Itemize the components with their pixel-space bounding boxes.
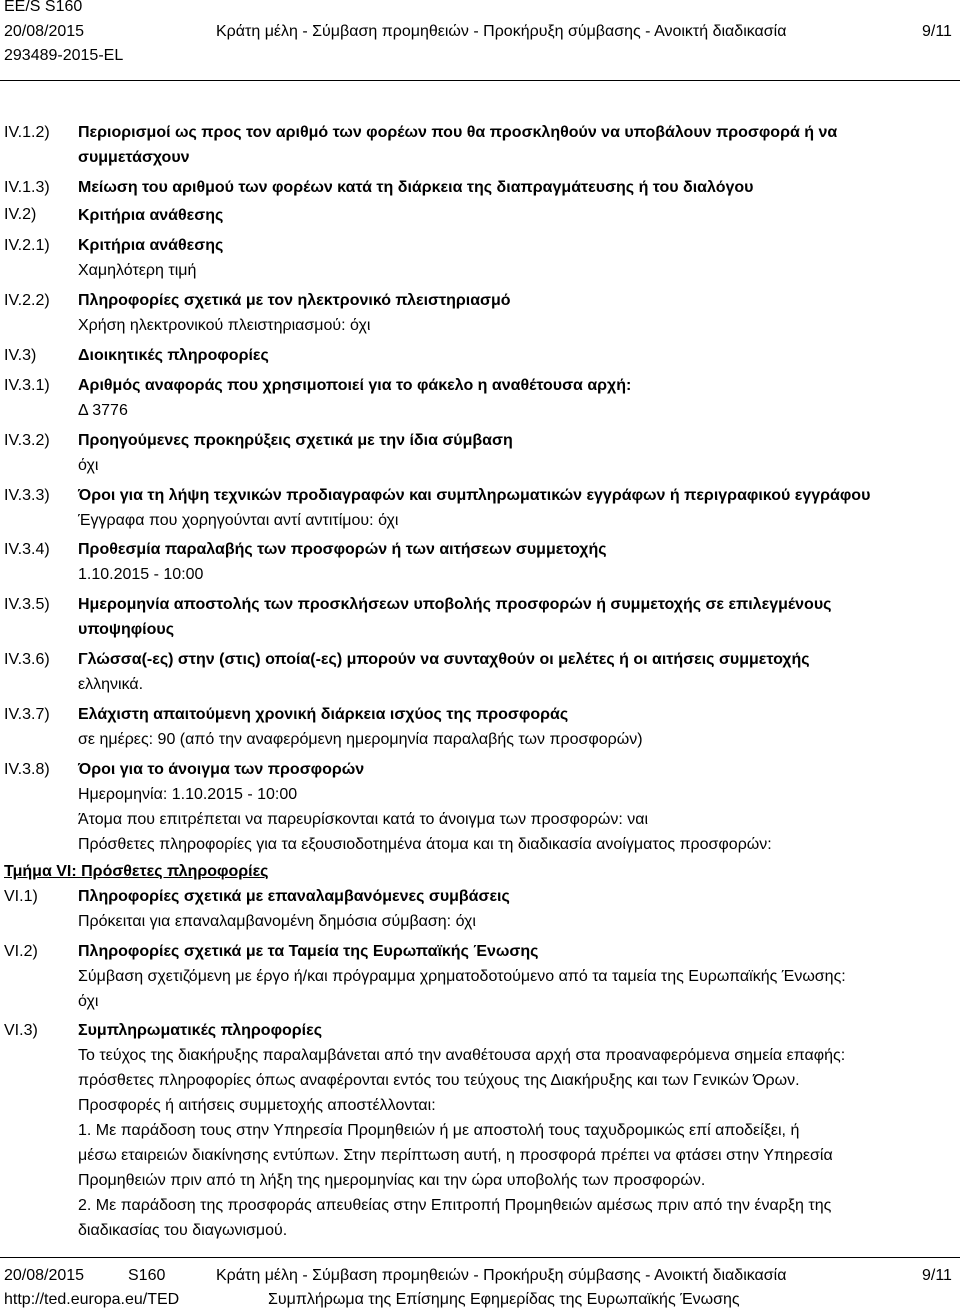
section-block: Πληροφορίες σχετικά με επαναλαμβανόμενες συμβάσεις Πρόκειται για επαναλαμβανομένη δημόσια σύμβαση: όχι — [78, 888, 510, 930]
section-number: VI.1) — [4, 888, 38, 905]
footer-rule — [0, 1257, 960, 1258]
header-title: Κράτη μέλη - Σύμβαση προμηθειών - Προκήρυξη σύμβασης - Ανοικτή διαδικασία — [216, 23, 787, 40]
section-block: Αριθμός αναφοράς που χρησιμοποιεί για το φάκελο η αναθέτουσα αρχή: Δ 3776 — [78, 377, 632, 419]
section-number: IV.3.2) — [4, 432, 50, 449]
section-number: IV.3) — [4, 347, 37, 364]
section-block: Συμπληρωματικές πληροφορίες Το τεύχος της διακήρυξης παραλαμβάνεται από την αναθέτουσα αρχή στα προαναφερόμενα σημεία επαφής: πρόσθετες πληροφορίες όπως αναφέρονται εντός του τεύχους της Διακήρυξης και των Γενικών Όρων. Προσφορές ή αιτήσεις συμμετοχής αποστέλλονται: 1. Με παράδοση τους στην Υπηρεσία Προμηθειών ή με αποστολή τους ταχυδρομικώς επί αποδείξει, ή μέσω εταιρειών διακίνησης εντύπων. Στην περίπτωση αυτή, η προσφορά πρέπει να φτάσει στην Υπηρεσία Προμηθειών πριν από τη λήξη της ημερομηνίας και την ώρα υποβολής των προσφορών. 2. Με παράδοση της προσφοράς απευθείας στην Επιτροπή Προμηθειών αμέσως πριν από την έναρξη της διαδικασίας του διαγωνισμού. — [78, 1022, 846, 1239]
section-block: Όροι για τη λήψη τεχνικών προδιαγραφών και συμπληρωματικών εγγράφων ή περιγραφικού εγγράφου Έγγραφα που χορηγούνται αντί αντιτίμου: όχι — [78, 487, 871, 529]
section-number: IV.3.7) — [4, 706, 50, 723]
section-number: IV.2.1) — [4, 237, 50, 254]
section-heading: Διοικητικές πληροφορίες — [78, 347, 269, 364]
section-number: IV.3.8) — [4, 761, 50, 778]
footer-title: Κράτη μέλη - Σύμβαση προμηθειών - Προκήρυξη σύμβασης - Ανοικτή διαδικασία — [216, 1267, 787, 1284]
header-page: 9/11 — [922, 23, 952, 40]
section-number: IV.2.2) — [4, 292, 50, 309]
section-number: VI.3) — [4, 1022, 38, 1039]
footer-supplement: Συμπλήρωμα της Επίσημης Εφημερίδας της Ευρωπαϊκής Ένωσης — [268, 1291, 740, 1308]
section-number: IV.3.4) — [4, 541, 50, 558]
section-number: IV.3.3) — [4, 487, 50, 504]
section-heading: Ημερομηνία αποστολής των προσκλήσεων υποβολής προσφορών ή συμμετοχής σε επιλεγμένους υποψηφίους — [78, 596, 832, 638]
footer-url[interactable]: http://ted.europa.eu/TED — [4, 1291, 180, 1308]
section-block: Πληροφορίες σχετικά με τον ηλεκτρονικό πλειστηριασμό Χρήση ηλεκτρονικού πλειστηριασμού: όχι — [78, 292, 511, 334]
footer-page: 9/11 — [922, 1267, 952, 1284]
section-number: IV.1.2) — [4, 124, 50, 141]
section-number: IV.3.6) — [4, 651, 50, 668]
header-rule — [0, 80, 960, 81]
header-date: 20/08/2015 — [4, 23, 85, 40]
section-block: Προθεσμία παραλαβής των προσφορών ή των αιτήσεων συμμετοχής 1.10.2015 - 10:00 — [78, 541, 607, 583]
part-title: Τμήμα VI: Πρόσθετες πληροφορίες — [4, 863, 269, 880]
section-number: IV.1.3) — [4, 179, 50, 196]
footer-series: S160 — [128, 1267, 166, 1284]
section-heading: Περιορισμοί ως προς τον αριθμό των φορέων που θα προσκληθούν να υποβάλουν προσφορά ή να συμμετάσχουν — [78, 124, 838, 166]
section-heading: Κριτήρια ανάθεσης — [78, 207, 224, 224]
section-block: Γλώσσα(-ες) στην (στις) οποία(-ες) μπορούν να συνταχθούν οι μελέτες ή οι αιτήσεις συμμετοχής ελληνικά. — [78, 651, 810, 693]
section-block: Πληροφορίες σχετικά με τα Ταμεία της Ευρωπαϊκής Ένωσης Σύμβαση σχετιζόμενη με έργο ή/και πρόγραμμα χρηματοδοτούμενο από τα ταμεία της Ευρωπαϊκής Ένωσης: όχι — [78, 943, 846, 1010]
section-number: VI.2) — [4, 943, 38, 960]
doc-ref: EE/S S160 — [4, 0, 83, 15]
section-number: IV.2) — [4, 206, 37, 223]
notice-number: 293489-2015-EL — [4, 47, 124, 64]
section-block: Όροι για το άνοιγμα των προσφορών Ημερομηνία: 1.10.2015 - 10:00 Άτομα που επιτρέπεται να παρευρίσκονται κατά το άνοιγμα των προσφορών: ναι Πρόσθετες πληροφορίες για τα εξουσιοδοτημένα άτομα και τη διαδικασία ανοίγματος προσφορών: — [78, 761, 772, 853]
section-number: IV.3.5) — [4, 596, 50, 613]
section-block: Ελάχιστη απαιτούμενη χρονική διάρκεια ισχύος της προσφοράς σε ημέρες: 90 (από την αναφερόμενη ημερομηνία παραλαβής των προσφορών) — [78, 706, 643, 748]
section-heading: Μείωση του αριθμού των φορέων κατά τη διάρκεια της διαπραγμάτευσης ή του διαλόγου — [78, 179, 754, 196]
footer-date: 20/08/2015 — [4, 1267, 85, 1284]
section-block: Κριτήρια ανάθεσης Χαμηλότερη τιμή — [78, 237, 224, 279]
section-number: IV.3.1) — [4, 377, 50, 394]
section-block: Προηγούμενες προκηρύξεις σχετικά με την ίδια σύμβαση όχι — [78, 432, 513, 474]
